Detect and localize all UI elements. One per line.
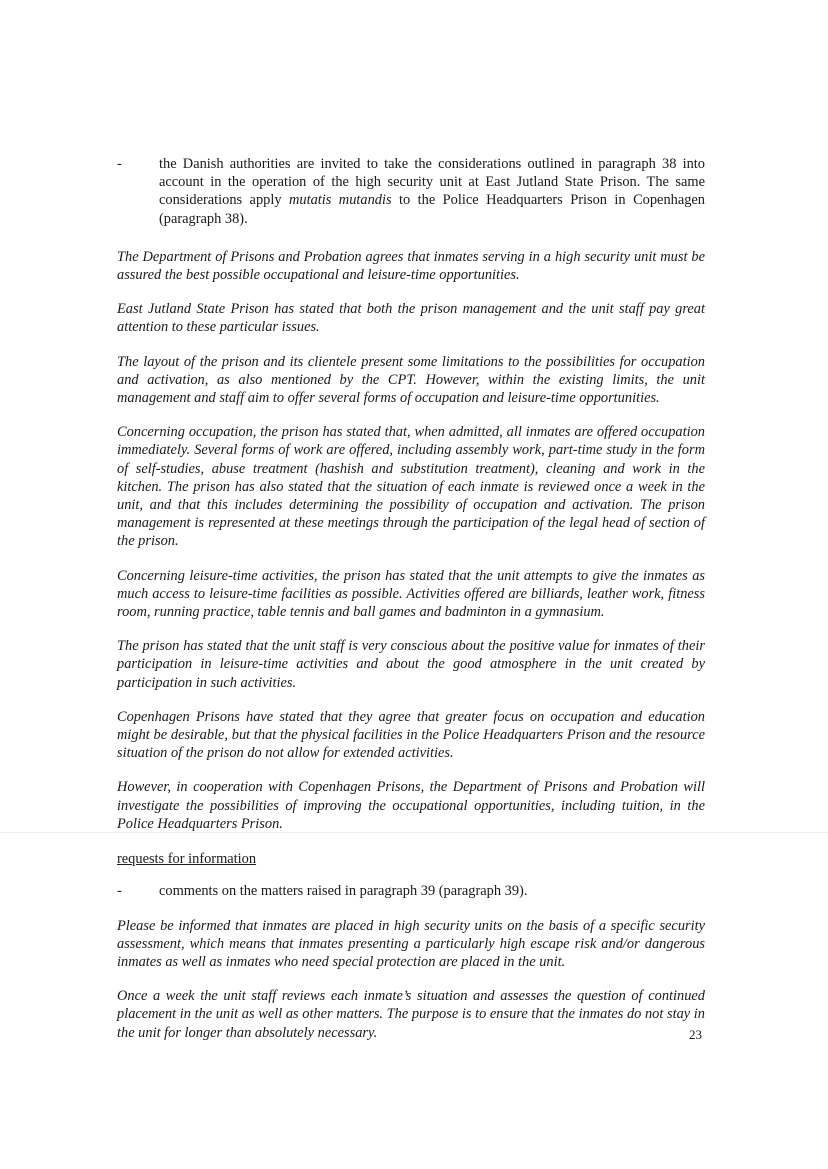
section-heading: requests for information — [117, 851, 257, 868]
paragraph: However, in cooperation with Copenhagen Prisons, the Department of Prisons and Probation will investigate the possibilities of improving the occupational opportunities, including tuition, in the Police Headquarters Prison. — [117, 779, 705, 832]
bullet-dash: - — [117, 156, 122, 172]
bullet-text-start: the Danish authorities are invited to take the considerations outlined in paragraph 38 into account in the operation of the high security unit at East Jutland State Prison. The same considerations apply — [159, 156, 705, 209]
paragraph: Please be informed that inmates are placed in high security units on the basis of a specific security assessment, which means that inmates presenting a particularly high escape risk and/or dangerous inmates as well as inmates who need special protection are placed in the unit. — [117, 917, 705, 970]
paragraph: East Jutland State Prison has stated that both the prison management and the unit staff pay great attention to these particular issues. — [117, 301, 705, 336]
paragraph: The layout of the prison and its clientele present some limitations to the possibilities for occupation and activation, as also mentioned by the CPT. However, within the existing limits, the unit management and staff aim to offer several forms of occupation and leisure-time opportunities. — [117, 353, 705, 407]
bullet-item-comments — [117, 882, 705, 900]
paragraph: The prison has stated that the unit staff is very conscious about the positive value for inmates of their participation in leisure-time activities and about the good atmosphere in the unit created by participation in such activities. — [117, 638, 705, 691]
paragraph: Concerning occupation, the prison has stated that, when admitted, all inmates are offered occupation immediately. Several forms of work are offered, including assembly work, part-time study in the form of self-studies, abuse treatment (hashish and substitution treatment), cleaning and work in the kitchen. The prison has also stated that the situation of each inmate is reviewed once a week in the unit, and that this includes determining the possibility of occupation and activation. The prison management is represented at these meetings through the participation of the legal head of section of the prison. — [117, 424, 705, 550]
bullet-dash: - — [117, 883, 122, 900]
bullet-item-authorities — [117, 155, 705, 228]
paragraph: Once a week the unit staff reviews each inmate’s situation and assesses the question of continued placement in the unit as well as other matters. The purpose is to ensure that the inmates do not stay in the unit for longer than absolutely necessary. — [117, 988, 705, 1041]
bullet-text-italic: mutatis mutandis — [288, 192, 392, 209]
page-content — [117, 155, 705, 1042]
paragraph: The Department of Prisons and Probation agrees that inmates serving in a high security unit must be assured the best possible occupational and leisure-time opportunities. — [117, 248, 705, 284]
page-number: 23 — [689, 1027, 702, 1042]
bullet-text: comments on the matters raised in paragraph 39 (paragraph 39). — [159, 883, 528, 900]
paragraph: Copenhagen Prisons have stated that they agree that greater focus on occupation and education might be desirable, but that the physical facilities in the Police Headquarters Prison and the resource situation of the prison do not allow for extended activities. — [117, 708, 705, 762]
bullet-text-end: to the Police Headquarters Prison in Copenhagen (paragraph 38). — [159, 192, 705, 227]
paragraph: Concerning leisure-time activities, the prison has stated that the unit attempts to give the inmates as much access to leisure-time facilities as possible. Activities offered are billiards, leather work, fitness room, running practice, table tennis and ball games and badminton in a gymnasium. — [117, 567, 705, 621]
